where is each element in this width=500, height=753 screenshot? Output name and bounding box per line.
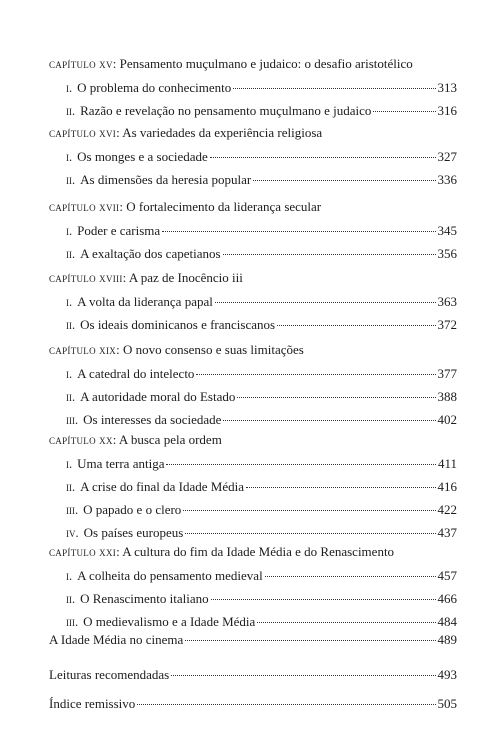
chapter-title: Pensamento muçulmano e judaico: o desafio aristotélico [119,56,413,71]
page-number: 327 [437,149,457,164]
entry-title: O problema do conhecimento [77,80,232,95]
page-number: 416 [437,479,457,494]
dot-leader [257,622,435,623]
section-number: i. [66,569,73,583]
section-entry[interactable] [66,294,457,310]
page-number: 489 [437,632,457,647]
chapter-heading[interactable]: capítulo xix: O novo consenso e suas limitações [49,342,304,357]
section-entry[interactable] [66,525,457,541]
chapter-number: xvi [99,126,117,140]
page-number: 377 [437,366,457,381]
dot-leader [183,510,435,511]
section-number: i. [66,150,73,164]
page-number: 437 [437,525,457,540]
chapter-title: O fortalecimento da liderança secular [126,199,322,214]
chapter-title: A cultura do fim da Idade Média e do Renascimento [122,544,395,559]
section-entry[interactable] [66,502,457,518]
section-number: ii. [66,592,76,606]
dot-leader [185,533,435,534]
section-entry[interactable] [66,172,457,188]
dot-leader [223,254,436,255]
entry-title: A Idade Média no cinema [49,632,184,647]
chapter-label: capítulo [49,433,96,447]
dot-leader [265,576,436,577]
page-number: 484 [437,614,457,629]
chapter-heading[interactable]: capítulo xx: A busca pela ordem [49,432,222,447]
dot-leader [223,420,435,421]
section-entry[interactable] [66,317,457,333]
chapter-number: xix [99,343,117,357]
page-number: 411 [437,456,457,471]
page-number: 356 [437,246,457,261]
section-number: ii. [66,390,76,404]
section-entry[interactable] [66,389,457,405]
chapter-title: A paz de Inocêncio iii [128,270,243,285]
chapter-label: capítulo [49,271,96,285]
chapter-number: xxi [99,545,117,559]
chapter-number: xx [99,433,113,447]
chapter-number: xv [99,57,113,71]
section-entry[interactable] [66,479,457,495]
page-number: 493 [437,667,457,682]
entry-title: A autoridade moral do Estado [80,389,236,404]
section-number: iv. [66,526,79,540]
entry-title: O Renascimento italiano [80,591,209,606]
dot-leader [277,325,435,326]
section-entry[interactable] [66,223,457,239]
section-number: i. [66,367,73,381]
entry-title: Razão e revelação no pensamento muçulmano e judaico [80,103,372,118]
chapter-heading[interactable]: capítulo xvi: As variedades da experiência religiosa [49,125,323,140]
dot-leader [185,640,435,641]
section-entry[interactable] [66,103,457,119]
dot-leader [162,231,435,232]
section-number: i. [66,457,73,471]
section-number: i. [66,295,73,309]
back-matter-entry[interactable] [49,632,457,648]
chapter-heading[interactable]: capítulo xvii: O fortalecimento da liderança secular [49,199,322,214]
chapter-title: As variedades da experiência religiosa [122,125,323,140]
section-number: iii. [66,503,79,517]
page-number: 402 [437,412,457,427]
dot-leader [211,599,436,600]
page-number: 466 [437,591,457,606]
entry-title: Índice remissivo [49,696,136,711]
dot-leader [253,180,435,181]
entry-title: Os países europeus [83,525,184,540]
chapter-title: A busca pela ordem [118,432,222,447]
section-entry[interactable] [66,456,457,472]
back-matter-entry[interactable] [49,667,457,683]
section-number: iii. [66,413,79,427]
page-number: 313 [437,80,457,95]
chapter-label: capítulo [49,126,96,140]
dot-leader [233,88,435,89]
entry-title: Poder e carisma [77,223,161,238]
dot-leader [137,704,435,705]
entry-title: A catedral do intelecto [77,366,195,381]
section-entry[interactable] [66,591,457,607]
page-number: 457 [437,568,457,583]
chapter-heading[interactable]: capítulo xviii: A paz de Inocêncio iii [49,270,243,285]
section-number: ii. [66,104,76,118]
dot-leader [196,374,435,375]
section-entry[interactable] [66,614,457,630]
page-number: 316 [437,103,457,118]
section-number: ii. [66,480,76,494]
chapter-title: O novo consenso e suas limitações [122,342,304,357]
entry-title: Os interesses da sociedade [83,412,222,427]
dot-leader [171,675,435,676]
page-number: 363 [437,294,457,309]
back-matter-entry[interactable] [49,696,457,712]
chapter-number: xviii [99,271,123,285]
section-number: ii. [66,247,76,261]
section-entry[interactable] [66,568,457,584]
dot-leader [246,487,435,488]
dot-leader [166,464,436,465]
page-number: 336 [437,172,457,187]
entry-title: Os monges e a sociedade [77,149,208,164]
chapter-heading[interactable]: capítulo xxi: A cultura do fim da Idade Média e do Renascimento [49,544,395,559]
section-entry[interactable] [66,246,457,262]
page-number: 505 [437,696,457,711]
section-number: i. [66,81,73,95]
entry-title: Os ideais dominicanos e franciscanos [80,317,276,332]
section-entry[interactable] [66,366,457,382]
dot-leader [215,302,436,303]
entry-title: A colheita do pensamento medieval [77,568,263,583]
entry-title: O papado e o clero [83,502,182,517]
page-number: 345 [437,223,457,238]
page-number: 388 [437,389,457,404]
entry-title: As dimensões da heresia popular [80,172,252,187]
page-number: 372 [437,317,457,332]
chapter-heading[interactable]: capítulo xv: Pensamento muçulmano e judaico: o desafio aristotélico [49,56,413,71]
chapter-number: xvii [99,200,120,214]
section-number: i. [66,224,73,238]
entry-title: O medievalismo e a Idade Média [83,614,256,629]
section-entry[interactable] [66,80,457,96]
dot-leader [210,157,436,158]
entry-title: A crise do final da Idade Média [80,479,245,494]
entry-title: Leituras recomendadas [49,667,170,682]
chapter-label: capítulo [49,200,96,214]
chapter-label: capítulo [49,57,96,71]
section-entry[interactable] [66,149,457,165]
dot-leader [373,111,435,112]
entry-title: A exaltação dos capetianos [80,246,221,261]
entry-title: A volta da liderança papal [77,294,213,309]
section-number: iii. [66,615,79,629]
section-number: ii. [66,318,76,332]
section-entry[interactable] [66,412,457,428]
chapter-label: capítulo [49,343,96,357]
page-number: 422 [437,502,457,517]
chapter-label: capítulo [49,545,96,559]
dot-leader [237,397,435,398]
section-number: ii. [66,173,76,187]
entry-title: Uma terra antiga [77,456,165,471]
